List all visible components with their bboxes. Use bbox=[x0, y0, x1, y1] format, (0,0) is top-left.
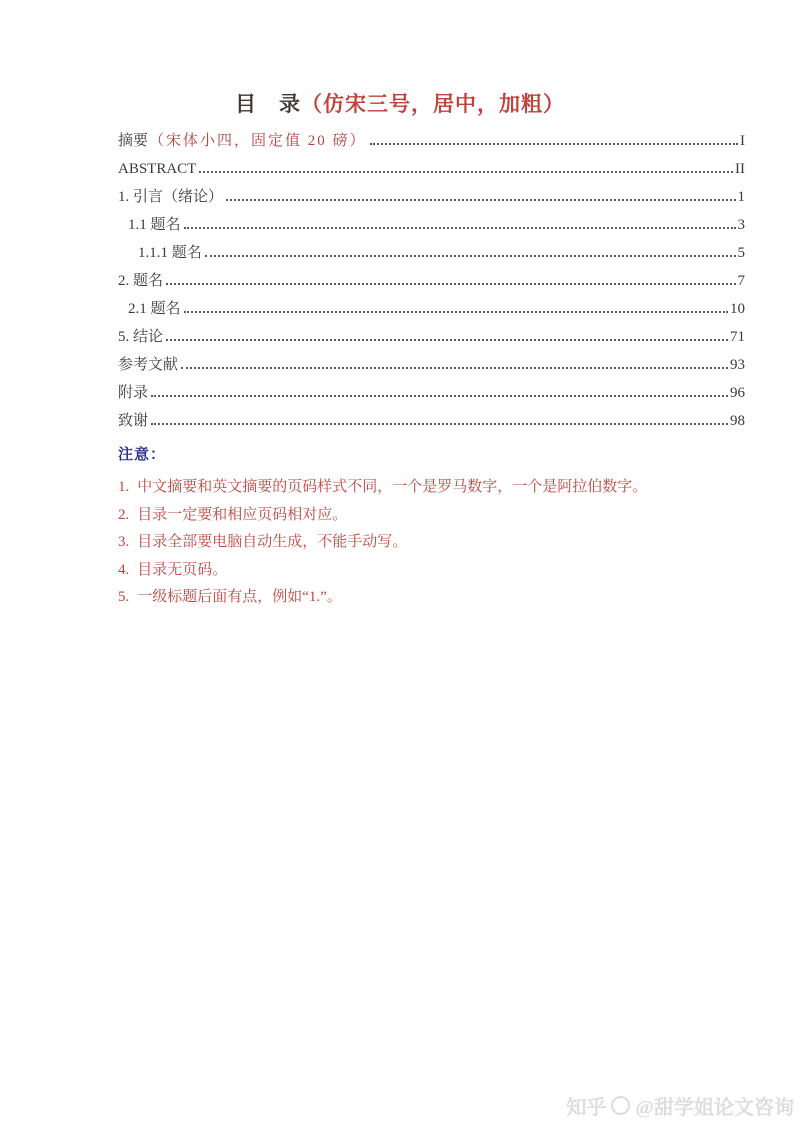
toc-leader-dots bbox=[151, 423, 728, 425]
note-item-number: 3. bbox=[118, 534, 130, 550]
toc-entry-label: 摘要 bbox=[118, 133, 149, 149]
note-item-text: 中文摘要和英文摘要的页码样式不同，一个是罗马数字，一个是阿拉伯数字。 bbox=[137, 479, 648, 495]
toc-leader-dots bbox=[166, 283, 735, 285]
note-item bbox=[118, 529, 758, 557]
toc-entry[interactable] bbox=[118, 127, 745, 155]
watermark-avatar-icon bbox=[611, 1096, 630, 1115]
page-title bbox=[0, 88, 800, 118]
toc-entry[interactable] bbox=[118, 351, 745, 379]
toc-entry-page-number: 71 bbox=[730, 329, 745, 345]
toc-entry[interactable] bbox=[118, 239, 745, 267]
note-item-text: 一级标题后面有点，例如“1.”。 bbox=[137, 589, 342, 605]
toc-entry[interactable] bbox=[118, 211, 745, 239]
notes-list bbox=[118, 474, 758, 612]
toc-entry-label: 致谢 bbox=[118, 413, 149, 429]
toc-entry-label: 2. 题名 bbox=[118, 273, 164, 289]
toc-entry-label: 1.1.1 题名 bbox=[138, 245, 202, 261]
toc-list bbox=[118, 127, 745, 435]
toc-entry[interactable] bbox=[118, 295, 745, 323]
toc-entry-label: ABSTRACT bbox=[118, 161, 197, 177]
toc-entry-page-number: 5 bbox=[737, 245, 745, 261]
toc-leader-dots bbox=[205, 255, 736, 257]
note-item-number: 4. bbox=[118, 561, 130, 578]
note-item bbox=[118, 474, 758, 502]
toc-leader-dots bbox=[184, 311, 728, 313]
toc-entry-page-number: 3 bbox=[737, 217, 745, 233]
toc-entry-page-number: I bbox=[740, 133, 745, 149]
note-item-text: 目录全部要电脑自动生成，不能手动写。 bbox=[137, 534, 408, 550]
notes-heading: 注意： bbox=[118, 447, 167, 463]
toc-entry-annotation: （宋体小四，固定值 20 磅） bbox=[149, 133, 367, 149]
toc-entry-page-number: 7 bbox=[737, 273, 745, 289]
toc-entry-label: 5. 结论 bbox=[118, 329, 164, 345]
toc-entry-label: 1.1 题名 bbox=[128, 217, 181, 233]
toc-entry[interactable] bbox=[118, 267, 745, 295]
notes-section bbox=[118, 443, 758, 612]
note-item bbox=[118, 502, 758, 530]
toc-entry[interactable] bbox=[118, 407, 745, 435]
toc-entry-label: 附录 bbox=[118, 385, 149, 401]
toc-entry-label: 2.1 题名 bbox=[128, 301, 181, 317]
toc-entry-label: 1. 引言（绪论） bbox=[118, 189, 224, 205]
watermark bbox=[566, 1091, 794, 1120]
page-title-text: 目 录 bbox=[235, 92, 301, 116]
toc-entry[interactable] bbox=[118, 379, 745, 407]
toc-entry-page-number: 1 bbox=[737, 189, 745, 205]
toc-entry-page-number: 10 bbox=[730, 301, 745, 317]
toc-entry-page-number: II bbox=[735, 161, 745, 177]
watermark-handle: @甜学姐论文咨询 bbox=[635, 1097, 794, 1119]
note-item-number: 2. bbox=[118, 506, 130, 523]
note-item-number: 1. bbox=[118, 479, 130, 495]
toc-leader-dots bbox=[226, 199, 735, 201]
toc-leader-dots bbox=[184, 227, 736, 229]
note-item-text: 目录一定要和相应页码相对应。 bbox=[137, 506, 348, 523]
toc-entry-page-number: 96 bbox=[730, 385, 745, 401]
toc-entry-label: 参考文献 bbox=[118, 357, 179, 373]
toc-leader-dots bbox=[199, 171, 733, 173]
note-item bbox=[118, 557, 758, 585]
toc-entry[interactable] bbox=[118, 155, 745, 183]
toc-entry-page-number: 98 bbox=[730, 413, 745, 429]
toc-entry-page-number: 93 bbox=[730, 357, 745, 373]
note-item-text: 目录无页码。 bbox=[137, 561, 228, 578]
page-title-annotation: （仿宋三号，居中，加粗） bbox=[301, 92, 565, 116]
note-item-number: 5. bbox=[118, 589, 130, 605]
toc-leader-dots bbox=[181, 367, 728, 369]
toc-entry[interactable] bbox=[118, 183, 745, 211]
note-item bbox=[118, 584, 758, 612]
toc-leader-dots bbox=[370, 143, 738, 145]
toc-leader-dots bbox=[166, 339, 728, 341]
watermark-brand: 知乎 bbox=[566, 1097, 607, 1119]
toc-entry[interactable] bbox=[118, 323, 745, 351]
toc-leader-dots bbox=[151, 395, 728, 397]
